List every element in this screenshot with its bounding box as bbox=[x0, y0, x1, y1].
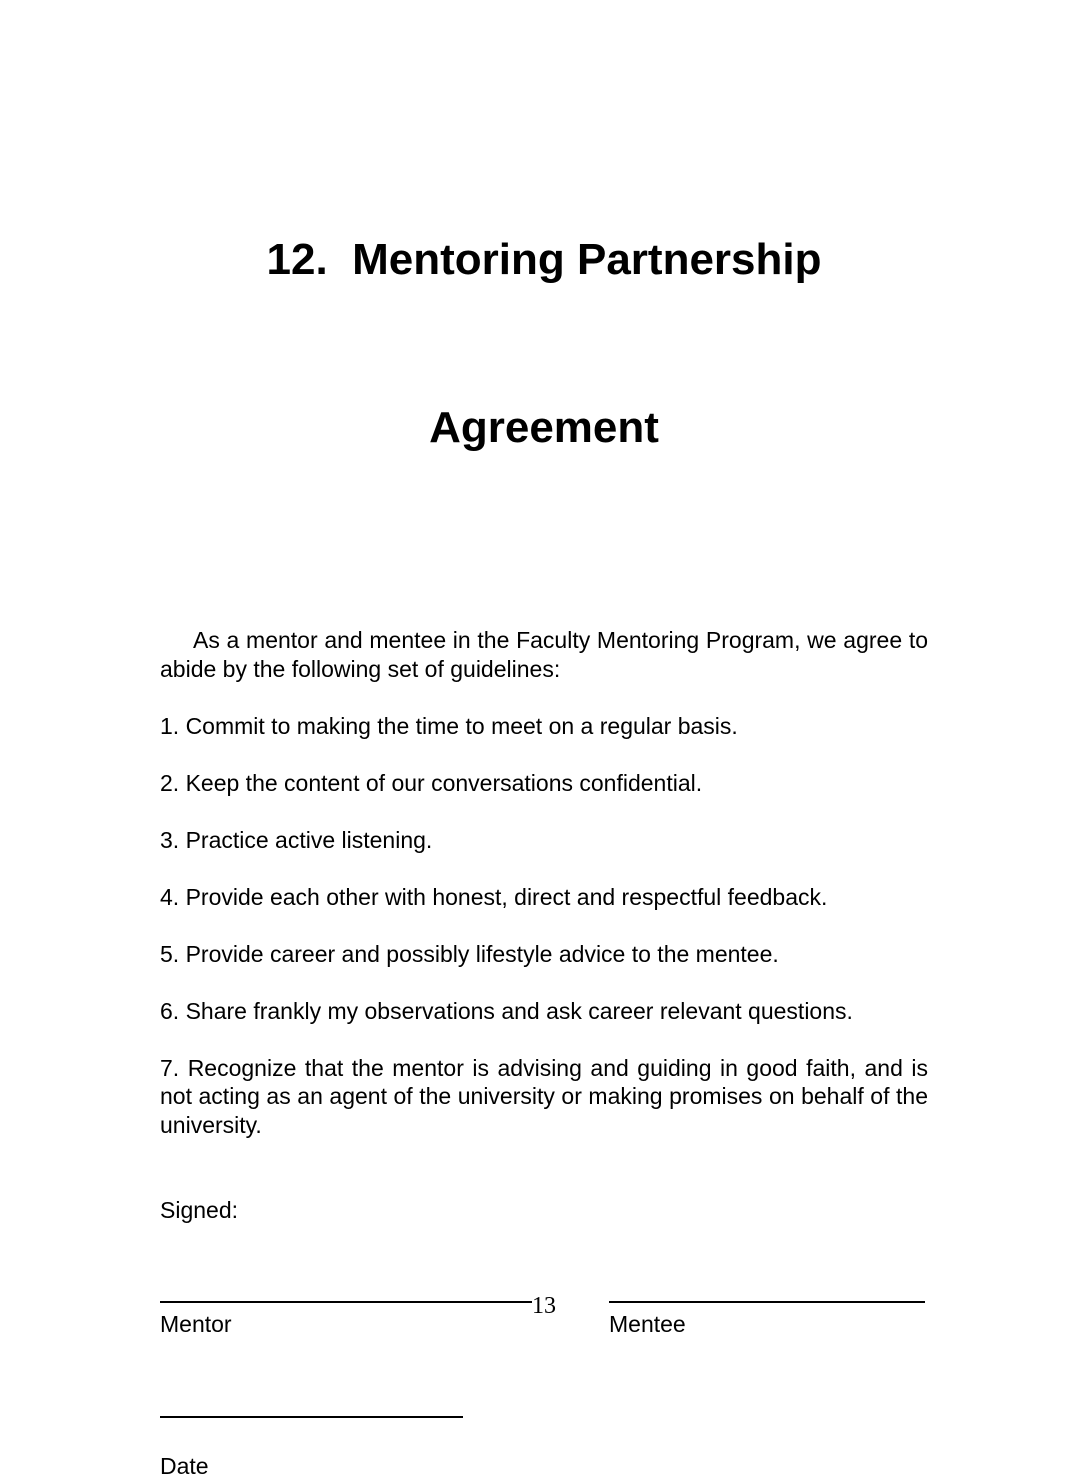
guideline-item-5: 5. Provide career and possibly lifestyle advice to the mentee. bbox=[160, 940, 779, 967]
page-title bbox=[160, 120, 928, 568]
page-number: 13 bbox=[532, 1293, 556, 1319]
guideline-item-3: 3. Practice active listening. bbox=[160, 826, 433, 853]
guideline-item-1: 1. Commit to making the time to meet on a regular basis. bbox=[160, 712, 738, 739]
guideline-item-7: 7. Recognize that the mentor is advising and guiding in good faith, and is not acting as an agent of the university or making promises on behalf of the university. bbox=[160, 1054, 928, 1138]
document-content bbox=[160, 0, 928, 1481]
date-label: Date bbox=[160, 1453, 209, 1479]
guideline-item-4: 4. Provide each other with honest, direct and respectful feedback. bbox=[160, 883, 828, 910]
guideline-item-2: 2. Keep the content of our conversations confidential. bbox=[160, 769, 703, 796]
page-title-line-2: Agreement bbox=[429, 403, 659, 452]
signed-heading: Signed: bbox=[160, 1197, 239, 1223]
mentee-label: Mentee bbox=[609, 1310, 686, 1337]
date-signature-line bbox=[160, 1416, 463, 1418]
intro-paragraph: As a mentor and mentee in the Faculty Mentoring Program, we agree to abide by the following set of guidelines: bbox=[160, 627, 928, 682]
date-signature-block bbox=[160, 1416, 928, 1481]
guideline-item-6: 6. Share frankly my observations and ask career relevant questions. bbox=[160, 997, 853, 1024]
page-title-line-1: 12. Mentoring Partnership bbox=[266, 235, 822, 284]
mentor-label: Mentor bbox=[160, 1310, 232, 1337]
